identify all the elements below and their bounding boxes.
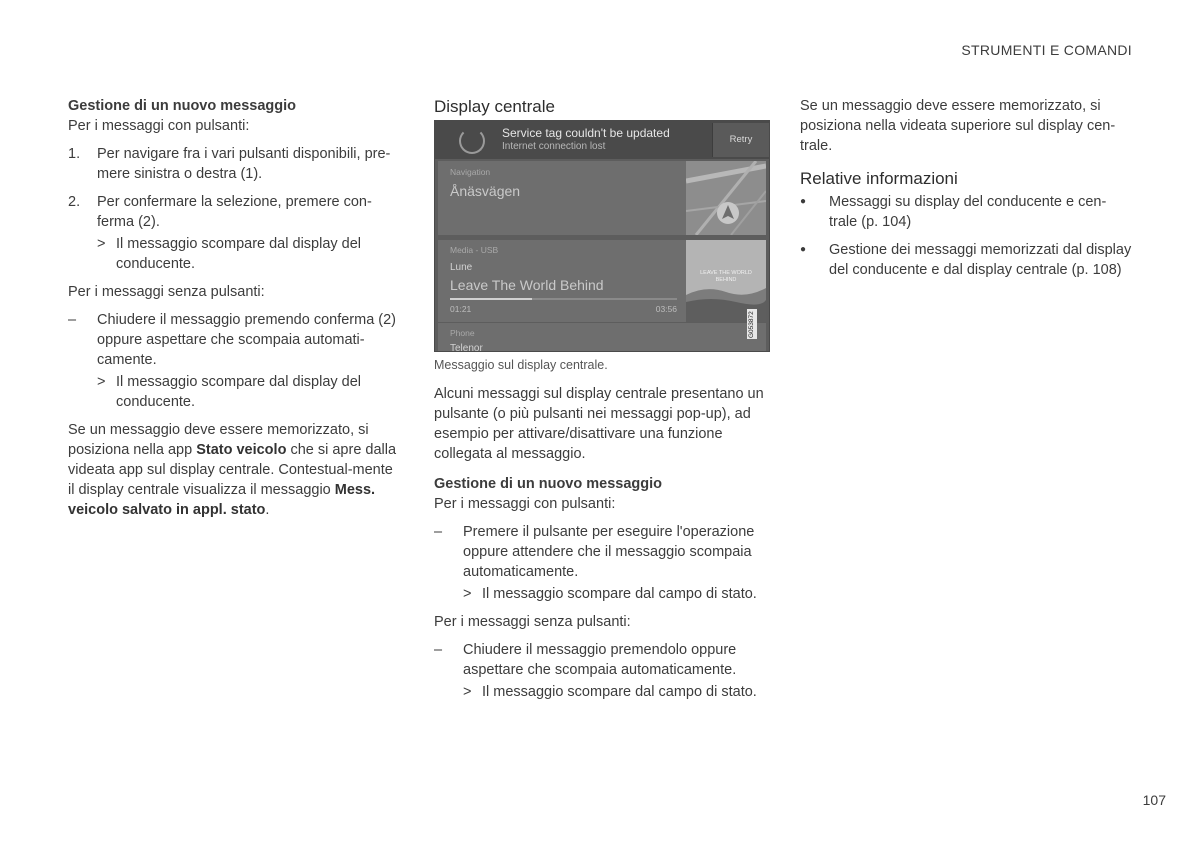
intro-buttons: Per i messaggi con pulsanti:	[68, 118, 250, 134]
notification-subtitle: Internet connection lost	[502, 141, 606, 152]
dash-marker: –	[434, 524, 443, 540]
tile-label: Phone	[450, 328, 475, 338]
dash-text: Chiudere il messaggio premendo conferma (2) oppure aspettare che scompaia automati-camente.	[97, 312, 397, 368]
result-text: Il messaggio scompare dal display del conducente.	[116, 374, 362, 410]
para-text: .	[265, 502, 270, 518]
phone-tile[interactable]	[438, 323, 766, 352]
album-title: LEAVE THE WORLD BEHIND	[700, 270, 752, 283]
step-text: Per confermare la selezione, premere con-ferma (2).	[97, 194, 372, 230]
notification-title: Service tag couldn't be updated	[502, 126, 670, 140]
map-graphic	[686, 161, 766, 235]
track-progress-fill	[450, 298, 532, 300]
dash-text: Chiudere il messaggio premendolo oppure aspettare che scompaia automaticamente.	[463, 642, 737, 678]
time-elapsed: 01:21	[450, 304, 472, 314]
bullet-icon: ●	[800, 244, 807, 255]
result-text: Il messaggio scompare dal campo di stato.	[482, 586, 757, 602]
time-total: 03:56	[655, 304, 677, 314]
media-tile[interactable]	[438, 240, 687, 322]
intro-paragraph: Alcuni messaggi sul display centrale presentano un pulsante (o più pulsanti nei messaggi pop-up), ad esempio per attivare/disattivare una funzione collegata al messaggio.	[434, 386, 764, 462]
image-code	[747, 309, 757, 339]
image-code-text: G053872	[748, 311, 755, 338]
step-marker: 1.	[68, 146, 81, 162]
result-marker: >	[463, 586, 472, 602]
result-text: Il messaggio scompare dal campo di stato.	[482, 684, 757, 700]
result-item	[434, 682, 768, 702]
result-marker: >	[463, 684, 472, 700]
nav-destination: Ånäsvägen	[450, 183, 521, 199]
intro-buttons: Per i messaggi con pulsanti:	[434, 496, 616, 512]
result-text: Il messaggio scompare dal display del conducente.	[116, 236, 362, 272]
related-link-text: Gestione dei messaggi memorizzati dal display del conducente e dal display centrale (p. 108)	[829, 242, 1132, 278]
dash-marker: –	[434, 642, 443, 658]
step-marker: 2.	[68, 194, 81, 210]
page-header: STRUMENTI E COMANDI	[961, 42, 1132, 58]
section-title-related: Relative informazioni	[800, 169, 958, 188]
step-2	[68, 192, 402, 232]
notification-banner	[435, 121, 769, 159]
section-title-display: Display centrale	[434, 97, 555, 116]
saved-message: Mess. veicolo salvato in appl. stato	[68, 482, 376, 518]
result-item	[68, 234, 402, 274]
dash-item	[434, 522, 768, 582]
column-left	[68, 96, 402, 528]
central-display-image	[434, 120, 770, 352]
bullet-icon: ●	[800, 196, 807, 207]
dash-item	[434, 640, 768, 680]
loading-icon	[459, 128, 485, 154]
dash-text: Premere il pulsante per eseguire l'operazione oppure attendere che il messaggio scompaia automaticamente.	[463, 524, 755, 580]
image-caption: Messaggio sul display centrale.	[434, 358, 608, 372]
new-message-heading: Gestione di un nuovo messaggio	[68, 98, 296, 114]
navigation-tile[interactable]	[438, 161, 687, 235]
result-marker: >	[97, 236, 106, 252]
step-text: Per navigare fra i vari pulsanti disponibili, pre-mere sinistra o destra (1).	[97, 146, 391, 182]
tile-label: Media - USB	[450, 245, 499, 255]
track-title: Leave The World Behind	[450, 277, 604, 293]
track-progress-bar[interactable]	[450, 298, 677, 300]
artist-name: Lune	[450, 262, 473, 273]
storage-paragraph: Se un messaggio deve essere memorizzato, si posiziona nella videata superiore sul display cen-trale.	[800, 98, 1116, 154]
new-message-heading: Gestione di un nuovo messaggio	[434, 476, 662, 492]
para-text: che si apre dalla videata app sul display centrale. Contestual-mente il display centrale visualizza il messaggio	[68, 442, 397, 498]
column-right	[800, 96, 1134, 288]
storage-paragraph	[68, 420, 402, 520]
page-number: 107	[1142, 792, 1166, 808]
result-marker: >	[97, 374, 106, 390]
related-link-2[interactable]	[800, 240, 1134, 280]
map-image	[686, 161, 766, 235]
retry-button[interactable]: Retry	[712, 123, 769, 157]
result-item	[68, 372, 402, 412]
intro-no-buttons: Per i messaggi senza pulsanti:	[68, 284, 265, 300]
dash-marker: –	[68, 312, 77, 328]
column-middle	[434, 96, 768, 710]
tile-label: Navigation	[450, 167, 491, 177]
app-name: Stato veicolo	[196, 442, 287, 458]
para-text: Se un messaggio deve essere memorizzato, si posiziona nella app	[68, 422, 369, 458]
step-1	[68, 144, 402, 184]
related-link-text: Messaggi su display del conducente e cen-trale (p. 104)	[829, 194, 1107, 230]
intro-no-buttons: Per i messaggi senza pulsanti:	[434, 614, 631, 630]
phone-carrier: Telenor	[450, 343, 483, 352]
result-item	[434, 584, 768, 604]
related-link-1[interactable]	[800, 192, 1134, 232]
dash-item	[68, 310, 402, 370]
